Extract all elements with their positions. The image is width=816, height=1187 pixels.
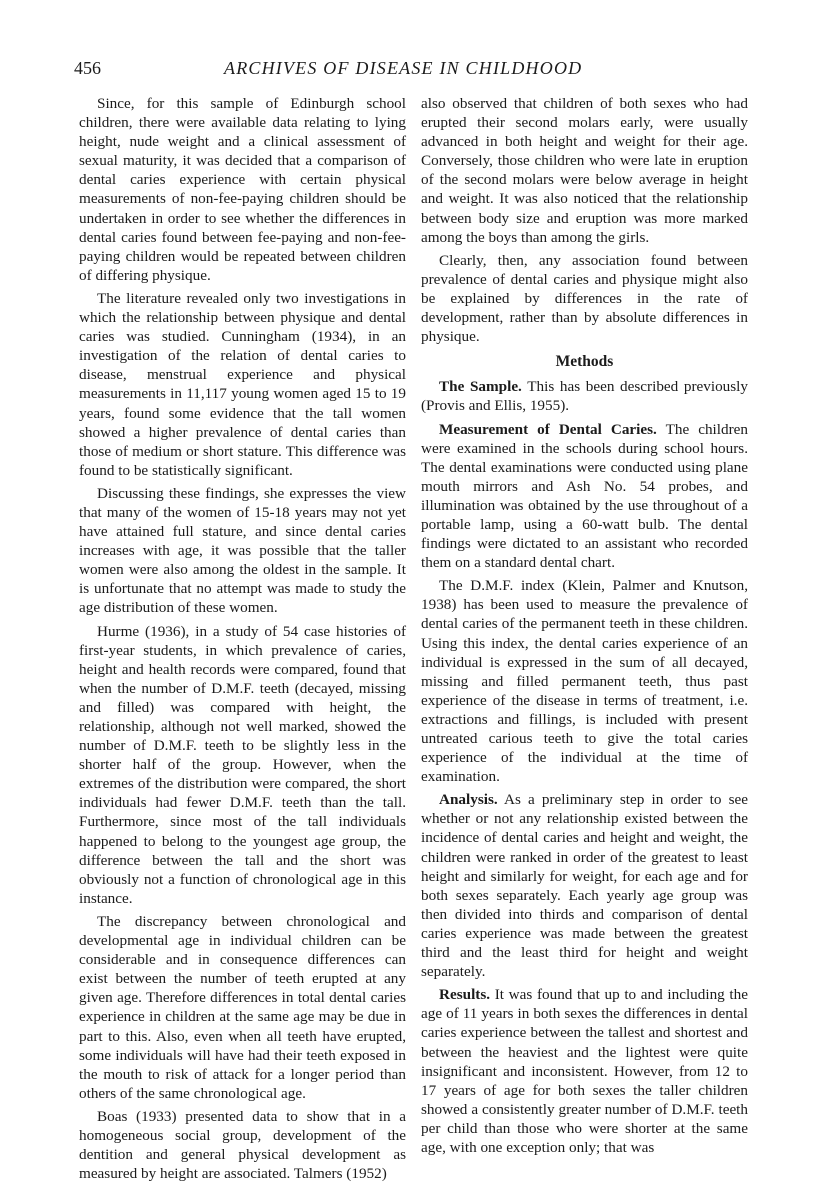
- run-in-heading: Results.: [439, 986, 491, 1004]
- paragraph-continuation: also observed that children of both sexes who had erupted their second molars early, were usually advanced in both height and weight for their age. Conversely, those children who were late in eruption of the second molars were below average in height and weight. It was also noticed that the relationship between body size and eruption was more marked among the boys than among the girls.: [421, 95, 748, 246]
- paragraph-sample: [421, 377, 748, 415]
- paragraph-text: As a preliminary step in order to see whether or not any relationship existed between the incidence of dental caries and height and weight, the children were ranked in order of the greatest to least height and similarly for weight, for each age and for both sexes separately. Each yearly age group was then divided into thirds and comparison of dental caries experience was made between the greatest third and the least third for height and weight separately.: [421, 791, 748, 981]
- paragraph-results: [421, 985, 748, 1157]
- running-header: [74, 58, 754, 86]
- paragraph: Clearly, then, any association found between prevalence of dental caries and physique might also be explained by differences in the rate of development, rather than by absolute differences in physique.: [421, 251, 748, 346]
- paragraph: Discussing these findings, she expresses the view that many of the women of 15-18 years may not yet have attained full stature, and since dental caries increases with age, it was possible that the taller women were also among the oldest in the sample. It is unfortunate that no attempt was made to study the age distribution of these women.: [79, 484, 406, 617]
- paragraph: The D.M.F. index (Klein, Palmer and Knutson, 1938) has been used to measure the prevalence of dental caries of the permanent teeth in these children. Using this index, the dental caries experience of an individual is expressed in the sum of all decayed, missing and filled permanent teeth, thus past experience of the disease in terms of treatment, i.e. extractions and fillings, is included with present untreated carious teeth to give the total caries experience of the individual at the time of examination.: [421, 577, 748, 786]
- run-in-heading: Analysis.: [439, 791, 498, 809]
- paragraph-text: This has been described previously (Provis and Ellis, 1955).: [421, 378, 748, 415]
- paragraph-measurement: [421, 420, 748, 573]
- paragraph-text: The children were examined in the schools during school hours. The dental examinations were conducted using plane mouth mirrors and Ash No. 54 probes, and illumination was obtained by the use throughout of a portable lamp, using a 60-watt bulb. The dental findings were dictated to an assistant who recorded them on a standard dental chart.: [421, 420, 748, 572]
- paragraph: The literature revealed only two investigations in which the relationship between physique and dental caries was studied. Cunningham (1934), in an investigation of the relation of dental caries to disease, menstrual experience and physical measurements in 11,117 young women aged 15 to 19 years, found some evidence that the tall women showed a higher prevalence of dental caries than those of medium or short stature. This difference was found to be statistically significant.: [79, 289, 406, 479]
- right-column: [421, 94, 748, 1161]
- paragraph-analysis: [421, 790, 748, 981]
- paragraph: Since, for this sample of Edinburgh school children, there were available data relating to lying height, nude weight and a clinical assessment of sexual maturity, it was decided that a comparison of dental caries experience with certain physical measurements of non-fee-paying children should be undertaken in order to see whether the differences in dental caries found between fee-paying and non-fee-paying children would be repeated between children of differing physique.: [79, 95, 406, 284]
- paragraph-text: It was found that up to and including the age of 11 years in both sexes the differences in dental caries experience between the tallest and shortest and between the heaviest and the lightest were quite insignificant and inconsistent. However, from 12 to 17 years of age for both sexes the taller children showed a consistently greater number of D.M.F. teeth per child than those who were shorter at the same age, with one exception only; that was: [421, 986, 748, 1156]
- run-in-heading: Measurement of Dental Caries.: [439, 420, 657, 438]
- paragraph: Hurme (1936), in a study of 54 case histories of first-year students, in which prevalence of caries, height and health records were compared, found that when the number of D.M.F. teeth (decayed, missing and filled) was compared with height, the relationship, although not well marked, showed the number of D.M.F. teeth to be slightly less in the shorter half of the group. However, when the extremes of the distribution were compared, the short individuals had fewer D.M.F. teeth than the tall. Furthermore, since most of the tall individuals happened to belong to the youngest age group, the difference between the tall and the short was obviously not a function of chronological age in this instance.: [79, 622, 406, 907]
- paragraph: Boas (1933) presented data to show that in a homogeneous social group, development of the dentition and general physical development as measured by height are associated. Talmers (1952): [79, 1107, 406, 1183]
- page-number: 456: [74, 58, 101, 78]
- journal-title: ARCHIVES OF DISEASE IN CHILDHOOD: [224, 58, 583, 78]
- run-in-heading: The Sample.: [439, 378, 522, 396]
- paragraph: The discrepancy between chronological and developmental age in individual children can be considerable and in consequence differences can exist between the number of teeth erupted at any given age. Therefore differences in total dental caries experience in children at the same age may be due in part to this. Also, even when all teeth have erupted, some individuals will have had their teeth exposed in the mouth to risk of attack for a longer period than others of the same chronological age.: [79, 912, 406, 1102]
- left-column: [79, 94, 406, 1187]
- section-heading-methods: Methods: [555, 353, 614, 371]
